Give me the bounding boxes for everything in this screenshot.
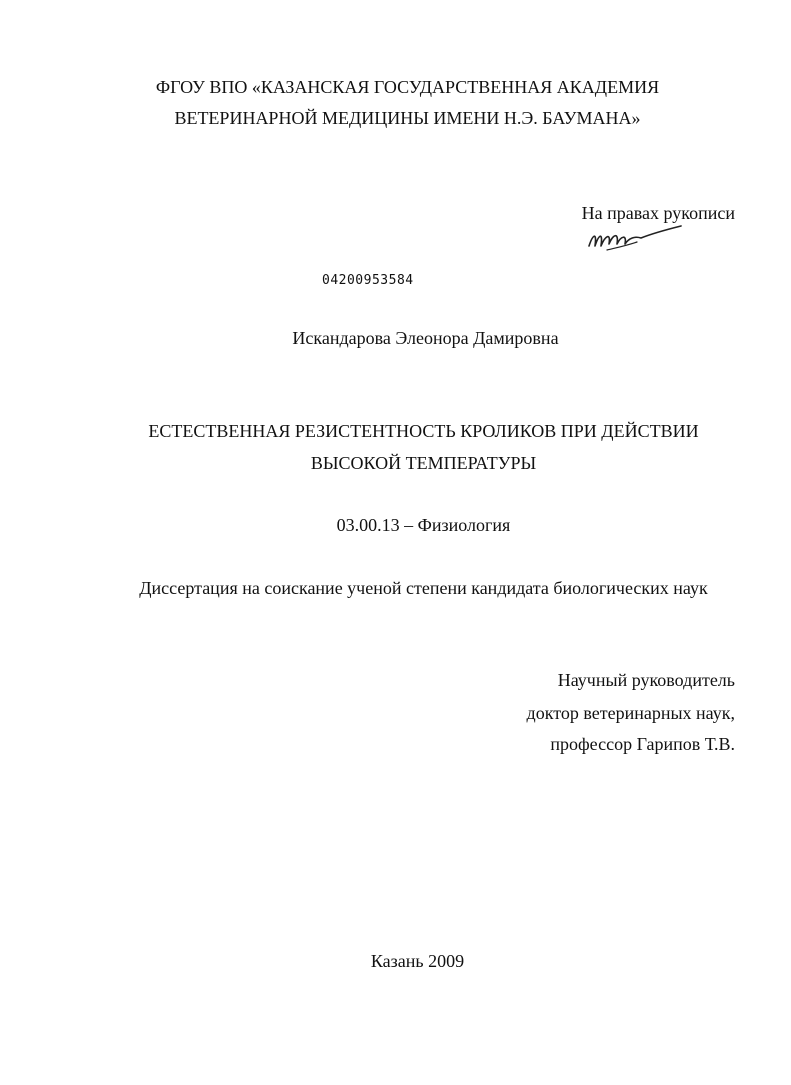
catalog-number: 04200953584 (322, 273, 414, 288)
supervisor-name: профессор Гарипов Т.В. (550, 734, 735, 754)
signature (585, 224, 685, 256)
dissertation-title-line-1: ЕСТЕСТВЕННАЯ РЕЗИСТЕНТНОСТЬ КРОЛИКОВ ПРИ ДЕЙСТВИИ (148, 421, 699, 441)
institution-name-line-2: ВЕТЕРИНАРНОЙ МЕДИЦИНЫ ИМЕНИ Н.Э. БАУМАНА» (174, 108, 641, 128)
institution-name-line-1: ФГОУ ВПО «КАЗАНСКАЯ ГОСУДАРСТВЕННАЯ АКАДЕМИЯ (155, 77, 660, 97)
degree-statement: Диссертация на соискание ученой степени кандидата биологических наук (139, 578, 708, 598)
dissertation-title-line-2: ВЫСОКОЙ ТЕМПЕРАТУРЫ (310, 453, 537, 473)
supervisor-role: Научный руководитель (557, 670, 735, 690)
manuscript-note: На правах рукописи (581, 203, 735, 223)
specialty-code: 03.00.13 – Физиология (336, 515, 511, 535)
supervisor-degree: доктор ветеринарных наук, (526, 703, 735, 723)
author-name: Искандарова Элеонора Дамировна (292, 328, 559, 348)
city-year: Казань 2009 (370, 951, 465, 971)
